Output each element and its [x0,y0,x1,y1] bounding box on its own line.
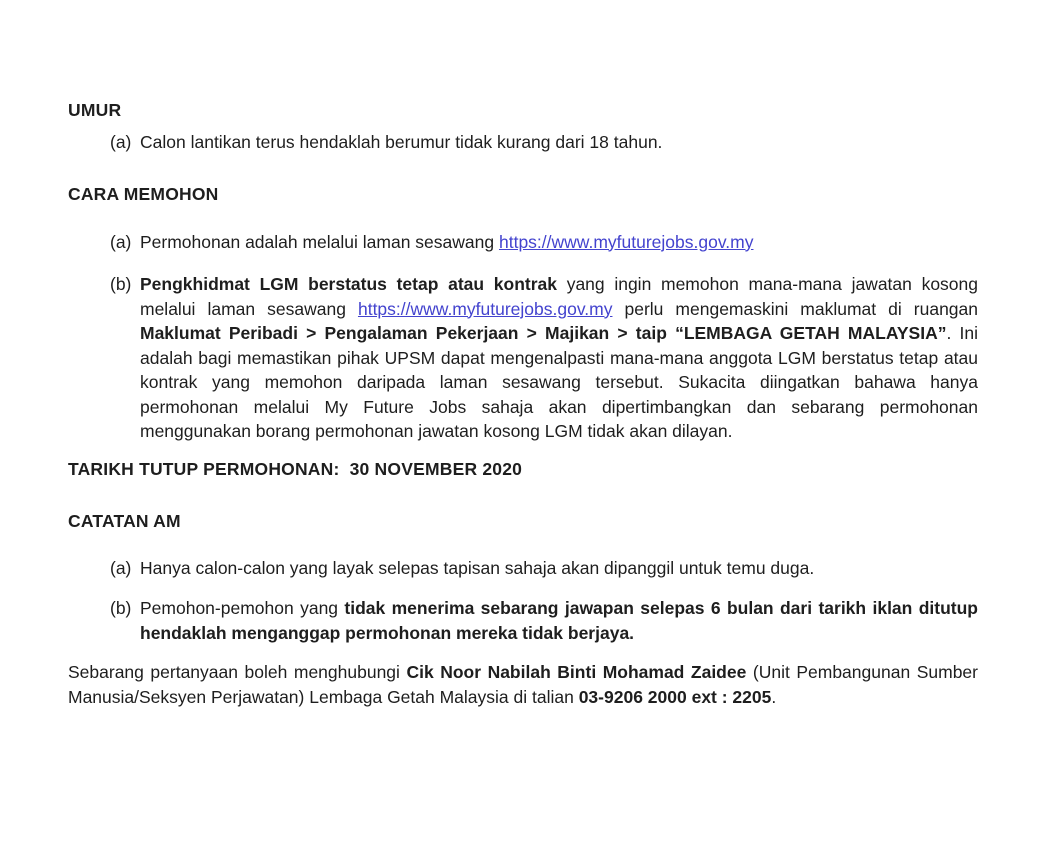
list-marker: (a) [110,557,132,578]
list-marker: (b) [110,598,132,618]
myfuturejobs-link[interactable]: https://www.myfuturejobs.gov.my [357,298,613,319]
paragraph-text: Pemohon-pemohon yang [140,598,345,618]
list-marker: (a) [110,231,132,252]
list-item-text: Hanya calon-calon yang layak selepas tapisan sahaja akan dipanggil untuk temu duga. [140,557,815,578]
list-item-catatan-a [110,556,978,581]
closing-date-heading: TARIKH TUTUP PERMOHONAN: 30 NOVEMBER 2020 [68,458,523,479]
paragraph-text: Sebarang pertanyaan boleh menghubungi [68,662,407,682]
list-item-text [140,272,978,444]
section-heading-cara-memohon: CARA MEMOHON [68,183,219,204]
section-heading-umur: UMUR [68,100,122,120]
contact-person-name: Cik Noor Nabilah Binti Mohamad Zaidee [406,662,747,682]
paragraph-text: yang ingin memohon mana-mana jawatan kosong melalui laman sesawang [140,274,979,319]
myfuturejobs-link[interactable]: https://www.myfuturejobs.gov.my [498,231,754,252]
paragraph-text: (Unit Pembangunan Sumber Manusia/Seksyen Perjawatan) Lembaga Getah Malaysia di talian [68,662,978,707]
paragraph-text: . Ini adalah bagi memastikan pihak UPSM dapat mengenalpasti mana-mana anggota LGM berstatus tetap atau kontrak yang memohon daripada laman sesawang tersebut. Sukacita diingatkan bahawa hanya permohonan melalui My Future Jobs sahaja akan dipertimbangkan dan sebarang permohonan menggunakan borang permohonan jawatan kosong LGM tidak akan dilayan. [140,323,978,441]
bold-text: Pengkhidmat LGM berstatus tetap atau kontrak [140,274,557,294]
list-item-text [140,596,978,645]
list-item-catatan-b [110,596,978,645]
contact-paragraph [68,660,978,709]
paragraph-text: . [771,686,777,707]
list-item-cara-a [110,230,978,255]
list-item-text: Calon lantikan terus hendaklah berumur tidak kurang dari 18 tahun. [140,132,663,152]
bold-text: Maklumat Peribadi > Pengalaman Pekerjaan > Majikan > taip “LEMBAGA GETAH MALAYSIA” [140,323,947,343]
list-marker: (b) [110,274,132,294]
list-item-umur-a [110,130,978,155]
paragraph-text: perlu mengemaskini maklumat di ruangan [612,298,978,319]
paragraph-text: Permohonan adalah melalui laman sesawang [140,231,499,252]
section-heading-catatan-am: CATATAN AM [68,510,181,531]
bold-text: tidak menerima sebarang jawapan selepas 6 bulan dari tarikh iklan ditutup hendaklah menganggap permohonan mereka tidak berjaya. [140,598,978,643]
contact-phone: 03-9206 2000 ext : 2205 [578,686,772,707]
list-marker: (a) [110,132,132,152]
list-item-cara-b [110,272,978,444]
list-item-text [140,230,978,255]
